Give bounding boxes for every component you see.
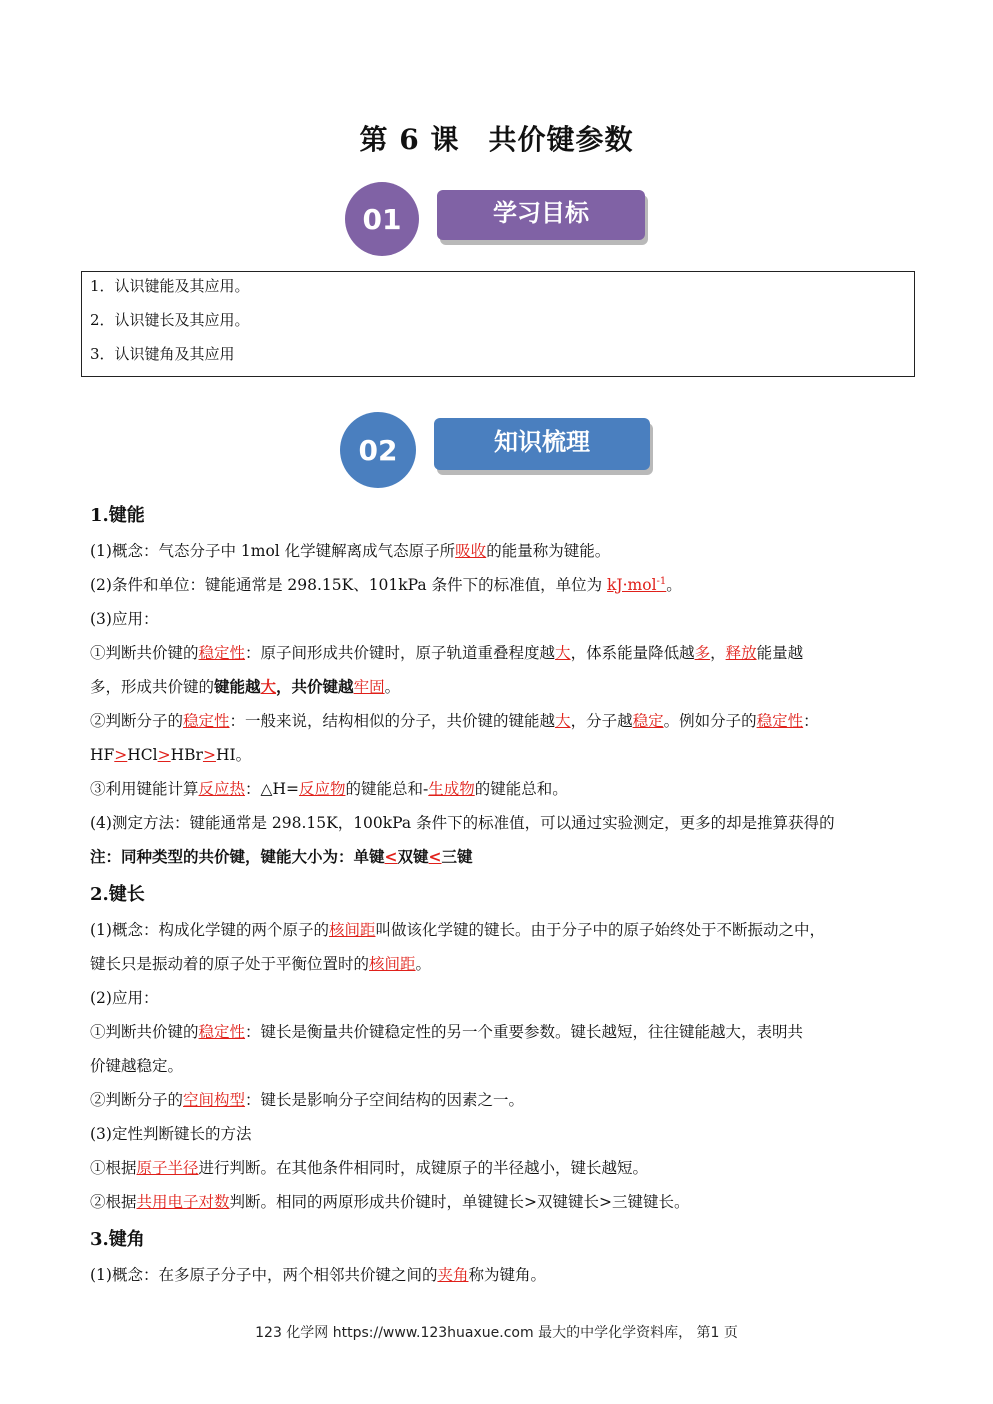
answer-blank: 空间构型	[183, 1091, 246, 1109]
note-line: 注：同种类型的共价键，键能大小为：单键<双键<三键	[90, 847, 473, 866]
answer-blank: 大	[555, 644, 571, 662]
answer-blank: 夹角	[437, 1266, 469, 1284]
answer-blank: 稳定性	[756, 712, 804, 730]
answer-blank: <	[428, 847, 442, 866]
answer-blank: 释放	[725, 644, 757, 662]
answer-blank: 牢固	[353, 678, 385, 696]
answer-blank: 多	[694, 644, 711, 662]
answer-blank: >	[157, 746, 171, 764]
section-heading: 3.键角	[90, 1229, 145, 1250]
answer-blank: 核间距	[369, 955, 416, 973]
answer-blank: 稳定性	[183, 712, 230, 730]
answer-blank: 稳定性	[198, 644, 246, 662]
answer-blank: 大	[555, 712, 571, 730]
text-line: ①判断共价键的稳定性：键长是衡量共价键稳定性的另一个重要参数。键长越短，往往键能越大，表明共	[90, 1023, 804, 1041]
answer-blank: >	[114, 746, 128, 764]
text-line: ③利用键能计算反应热：△H=反应物的键能总和-生成物的键能总和。	[90, 780, 568, 798]
goal-item: 1．认识键能及其应用。	[90, 277, 250, 295]
text-line: ②根据共用电子对数判断。相同的两原形成共价键时，单键键长>双键键长>三键键长。	[90, 1193, 690, 1211]
answer-blank: 稳定性	[198, 1023, 246, 1041]
text-line: (3)应用：	[90, 610, 159, 628]
goal-item: 2．认识键长及其应用。	[90, 311, 250, 329]
goals-box	[81, 271, 915, 377]
text-line: (3)定性判断键长的方法	[90, 1125, 252, 1143]
text-line: 键长只是振动着的原子处于平衡位置时的核间距。	[90, 955, 432, 973]
section-heading: 2.键长	[90, 884, 145, 905]
answer-blank: 共用电子对数	[136, 1193, 230, 1211]
text-line: ②判断分子的空间构型：键长是影响分子空间结构的因素之一。	[90, 1091, 525, 1109]
text-line: (4)测定方法：键能通常是 298.15K，100kPa 条件下的标准值，可以通过实验测定，更多的却是推算获得的	[90, 814, 835, 832]
badge-label: 知识梳理	[434, 418, 650, 470]
answer-blank: 吸收	[455, 542, 487, 560]
answer-blank: 生成物	[428, 780, 475, 798]
answer-blank: 反应热	[198, 780, 246, 798]
answer-blank: >	[202, 746, 216, 764]
text-line: HF>HCl>HBr>HI。	[90, 746, 252, 764]
answer-blank: 大	[260, 677, 277, 696]
answer-blank: 稳定	[632, 712, 664, 730]
text-line: ①判断共价键的稳定性：原子间形成共价键时，原子轨道重叠程度越大，体系能量降低越多，释放能量越	[90, 644, 804, 662]
text-line: ①根据原子半径进行判断。在其他条件相同时，成键原子的半径越小，键长越短。	[90, 1159, 649, 1177]
text-line: (2)应用：	[90, 989, 159, 1007]
badge-number: 01	[345, 182, 419, 256]
text-line: ②判断分子的稳定性：一般来说，结构相似的分子，共价键的键能越大，分子越稳定。例如分子的稳定性：	[90, 712, 819, 730]
section-heading: 1.键能	[90, 505, 145, 526]
answer-blank: 反应物	[298, 780, 346, 798]
badge-number: 02	[340, 412, 416, 488]
text-line: 多，形成共价键的键能越大，共价键越牢固。	[90, 677, 401, 696]
answer-blank: 原子半径	[136, 1159, 199, 1177]
page-footer: 123 化学网 https://www.123huaxue.com 最大的中学化学资料库， 第1 页	[255, 1325, 738, 1341]
text-line: (1)概念：在多原子分子中，两个相邻共价键之间的夹角称为键角。	[90, 1266, 546, 1284]
text-line: (1)概念：气态分子中 1mol 化学键解离成气态原子所吸收的能量称为键能。	[90, 542, 611, 560]
answer-blank: 核间距	[328, 921, 376, 939]
badge-label: 学习目标	[437, 190, 645, 240]
page-title: 第 6 课 共价键参数	[359, 123, 634, 156]
answer-blank: <	[384, 847, 398, 866]
text-line: (1)概念：构成化学键的两个原子的核间距叫做该化学键的键长。由于分子中的原子始终处于不断振动之中，	[90, 921, 825, 939]
answer-blank: kJ·mol$^{-1}$	[607, 575, 667, 594]
text-line: (2)条件和单位：键能通常是 298.15K、101kPa 条件下的标准值，单位为 kJ·mol$^{-1}$。	[90, 575, 682, 594]
goal-item: 3．认识键角及其应用	[90, 345, 235, 363]
text-line: 价键越稳定。	[90, 1057, 184, 1075]
